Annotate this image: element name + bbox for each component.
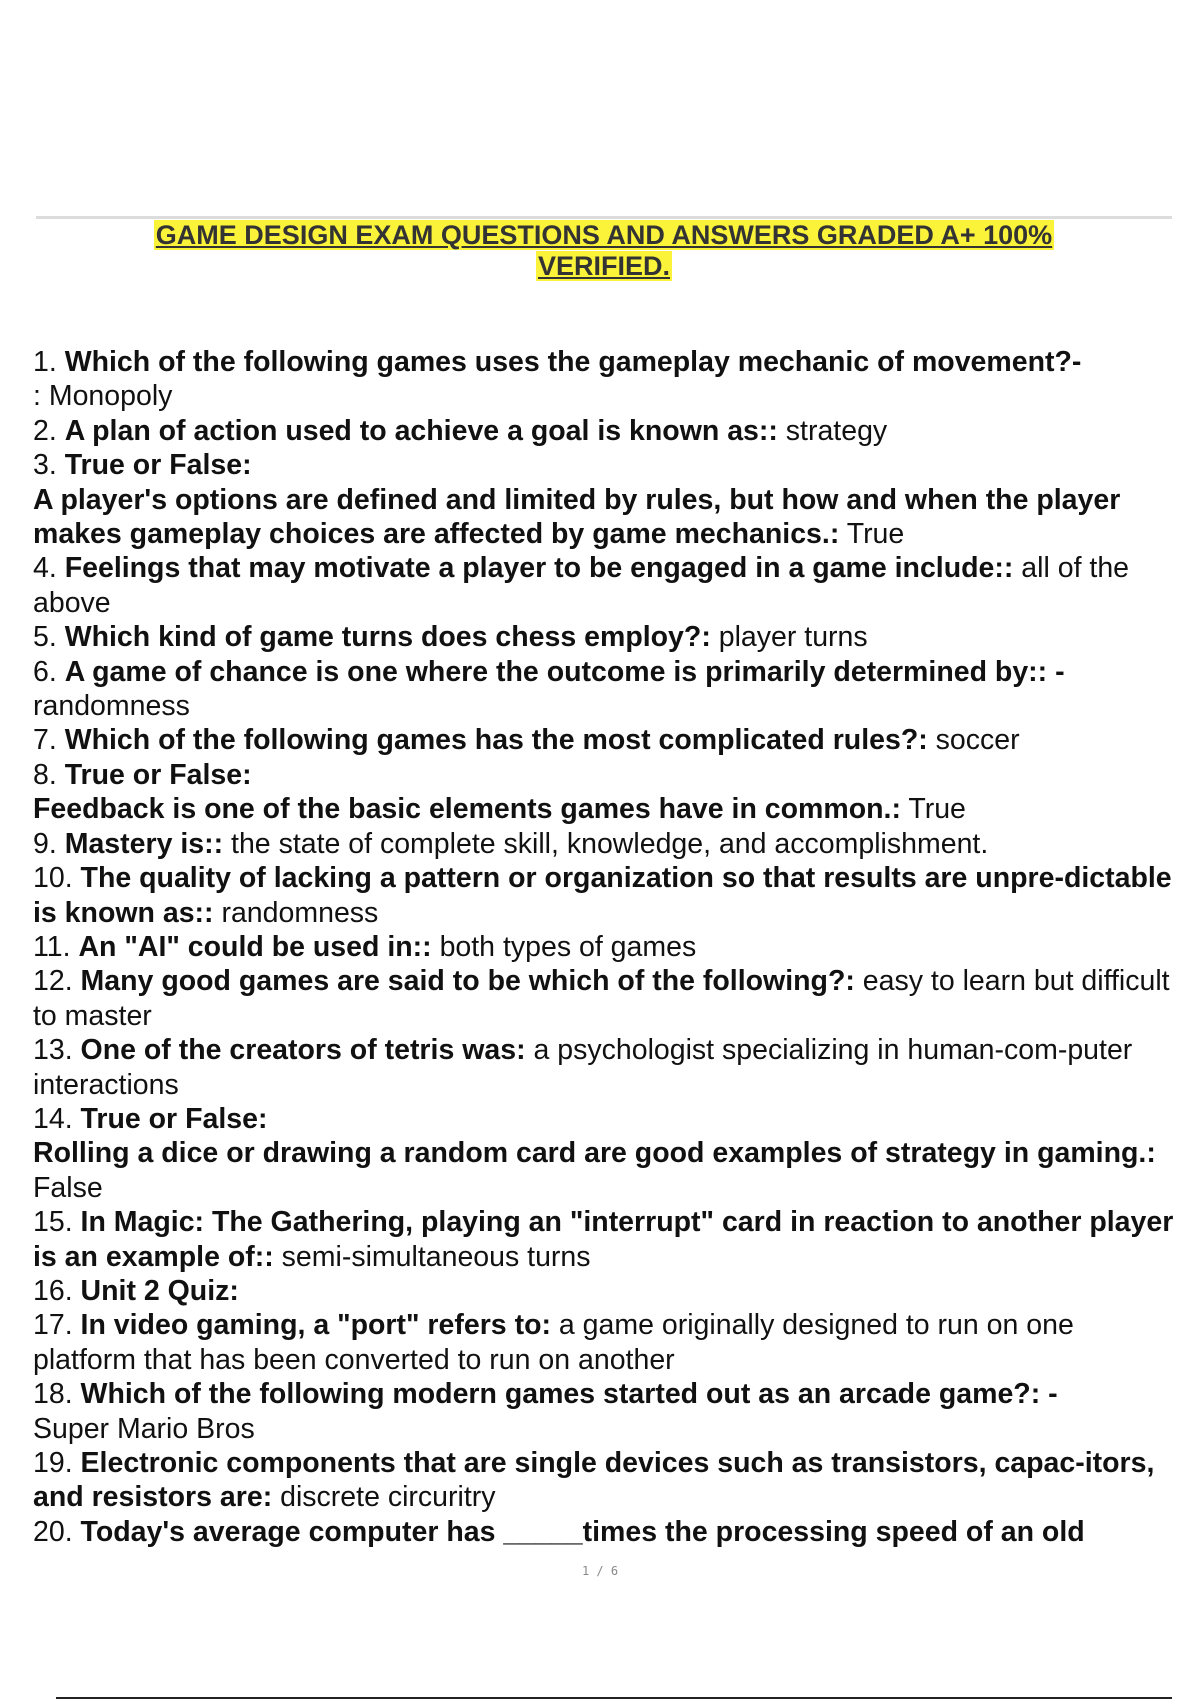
question-item xyxy=(33,723,1175,757)
answer-text: all of the above xyxy=(33,552,1130,619)
question-number: 2. xyxy=(33,414,57,447)
question-list xyxy=(33,345,1175,1549)
question-item xyxy=(33,345,1175,414)
answer-text: player turns xyxy=(718,621,868,654)
question-item xyxy=(33,414,1175,448)
question-text: Which of the following modern games started out as an arcade game?: - xyxy=(80,1378,1058,1411)
question-number: 16. xyxy=(33,1274,73,1307)
question-item xyxy=(33,1377,1175,1446)
question-text: True or False: xyxy=(64,758,252,791)
answer-text: soccer xyxy=(935,724,1020,757)
question-text: In Magic: The Gathering, playing an "interrupt" card in reaction to another player is an example of:: xyxy=(33,1206,1174,1273)
question-text: Which of the following games has the most complicated rules?: xyxy=(64,724,928,757)
question-text: Feedback is one of the basic elements games have in common.: xyxy=(33,793,901,826)
question-number: 10. xyxy=(33,862,73,895)
answer-text: strategy xyxy=(785,414,888,447)
question-number: 5. xyxy=(33,621,57,654)
answer-text: a game originally designed to run on one platform that has been converted to run on another xyxy=(33,1309,1074,1376)
question-item xyxy=(33,1308,1175,1377)
question-text: Which of the following games uses the gameplay mechanic of movement?- xyxy=(64,346,1082,378)
question-number: 11. xyxy=(33,930,71,963)
question-item xyxy=(33,827,1175,861)
question-number: 13. xyxy=(33,1034,73,1067)
question-number: 3. xyxy=(33,449,57,482)
answer-text: True xyxy=(908,793,966,826)
question-item xyxy=(33,1102,1175,1136)
question-number: 19. xyxy=(33,1447,73,1479)
answer-text: discrete circuritry xyxy=(280,1481,496,1514)
question-text: A player's options are defined and limited by rules, but how and when the player makes gameplay choices are affected by game mechanics.: xyxy=(33,483,1121,551)
question-text: Mastery is:: xyxy=(64,827,224,860)
question-item xyxy=(33,861,1175,930)
question-text: Feelings that may motivate a player to be engaged in a game include:: xyxy=(64,552,1014,585)
question-number: 14. xyxy=(33,1102,73,1135)
question-text: In video gaming, a "port" refers to: xyxy=(80,1309,551,1342)
title-line-2: VERIFIED. xyxy=(537,251,671,281)
question-item xyxy=(33,620,1175,654)
answer-text: the state of complete skill, knowledge, and accomplishment. xyxy=(231,827,989,860)
question-text: True or False: xyxy=(64,449,252,482)
question-text: Unit 2 Quiz: xyxy=(80,1274,239,1307)
question-text: True or False: xyxy=(80,1102,268,1135)
answer-text: easy to learn but difficult to master xyxy=(33,965,1170,1032)
question-number: 20. xyxy=(33,1515,73,1548)
question-item xyxy=(33,655,1175,724)
question-text: An "AI" could be used in:: xyxy=(78,930,432,963)
question-number: 18. xyxy=(33,1378,73,1411)
question-number: 12. xyxy=(33,965,73,998)
question-item xyxy=(33,758,1175,792)
question-item xyxy=(33,1136,1175,1205)
question-item xyxy=(33,792,1175,826)
answer-text: Super Mario Bros xyxy=(33,1412,255,1445)
question-text: Today's average computer has _____times the processing speed of an old xyxy=(80,1515,1085,1548)
answer-text: randomness xyxy=(221,896,379,929)
question-item xyxy=(33,1274,1175,1308)
question-text: Rolling a dice or drawing a random card are good examples of strategy in gaming.: xyxy=(33,1137,1156,1170)
question-text: A game of chance is one where the outcome is primarily determined by:: - xyxy=(64,655,1065,688)
title-line-1: GAME DESIGN EXAM QUESTIONS AND ANSWERS GRADED A+ 100% xyxy=(155,220,1053,250)
answer-text: True xyxy=(846,518,905,551)
page-number: 1 / 6 xyxy=(581,1564,619,1578)
question-item xyxy=(33,930,1175,964)
question-text: The quality of lacking a pattern or organization so that results are unpre-dictable is known as:: xyxy=(33,862,1172,929)
answer-text: randomness xyxy=(33,690,190,723)
question-number: 15. xyxy=(33,1206,73,1239)
question-item xyxy=(33,551,1175,620)
question-item xyxy=(33,448,1175,482)
question-text: Electronic components that are single devices such as transistors, capac-itors, and resistors are: xyxy=(33,1447,1155,1514)
answer-text: a psychologist specializing in human-com-puter interactions xyxy=(33,1034,1133,1101)
header-divider xyxy=(36,216,1172,219)
question-number: 1. xyxy=(33,346,57,378)
answer-text: False xyxy=(33,1171,103,1204)
question-item xyxy=(33,964,1175,1033)
answer-text: semi-simultaneous turns xyxy=(281,1240,591,1273)
question-text: A plan of action used to achieve a goal is known as:: xyxy=(64,414,778,447)
question-item xyxy=(33,1033,1175,1102)
question-number: 7. xyxy=(33,724,57,757)
question-number: 17. xyxy=(33,1309,73,1342)
answer-text: : Monopoly xyxy=(33,380,173,413)
question-text: Many good games are said to be which of the following?: xyxy=(80,965,855,998)
document-title xyxy=(36,220,1172,282)
question-text: One of the creators of tetris was: xyxy=(80,1034,526,1067)
question-item xyxy=(33,483,1175,552)
question-number: 9. xyxy=(33,827,57,860)
question-number: 8. xyxy=(33,758,57,791)
question-number: 4. xyxy=(33,552,57,585)
question-item xyxy=(33,1515,1175,1549)
answer-text: both types of games xyxy=(439,930,697,963)
question-item xyxy=(33,1205,1175,1274)
question-text: Which kind of game turns does chess employ?: xyxy=(64,621,711,654)
footer-divider xyxy=(56,1697,1172,1699)
question-number: 6. xyxy=(33,655,57,688)
question-item xyxy=(33,1446,1175,1515)
